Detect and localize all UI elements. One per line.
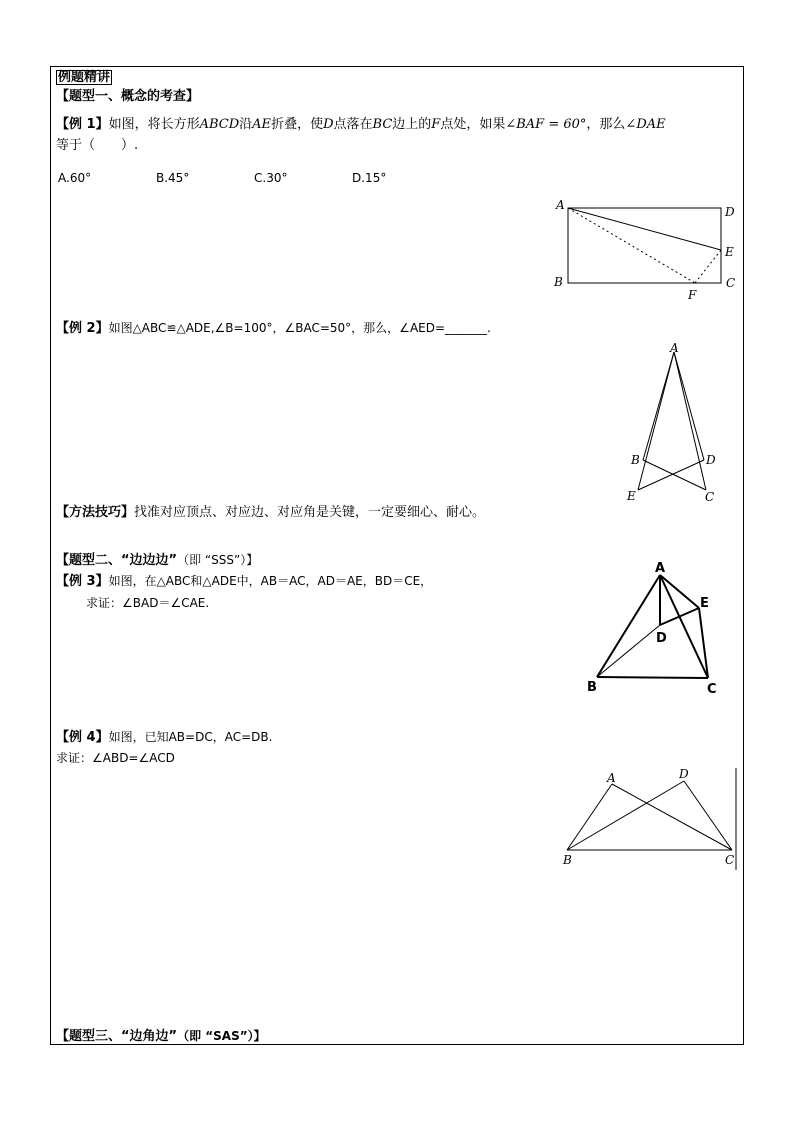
ex2-label-e: E [627, 489, 636, 503]
type2-heading [56, 554, 258, 567]
ex3-line [56, 575, 432, 588]
type3-heading-a: 【题型三、“边角边” [56, 1029, 178, 1044]
ex4-label-d: D [679, 767, 689, 781]
ex3-label-b: B [587, 680, 597, 695]
ex1-text-a: 如图，将长方形 [108, 117, 200, 132]
ex4-label-b: B [563, 853, 572, 867]
ex1-point-f: F [431, 117, 441, 132]
ex1-text-e: 边上的 [392, 117, 432, 132]
ex1-rectangle [568, 208, 721, 283]
ex1-dotted-af [568, 208, 695, 283]
ex3-label-a: A [655, 561, 666, 576]
ex3-seg-bd [597, 625, 660, 677]
ex4-label: 【例 4】 [56, 730, 109, 745]
ex4-prove: 求证：∠ABD=∠ACD [56, 751, 175, 765]
ex2-side-de [638, 460, 704, 490]
ex1-angle-ask: ∠DAE [625, 117, 666, 132]
ex1-line2: 等于（ ）. [56, 138, 139, 153]
ex1-point-d: D [323, 117, 334, 132]
type2-heading-b: （即 “SSS”）】 [177, 553, 259, 567]
tip-line [56, 506, 485, 519]
ex2-side-ac [674, 352, 706, 490]
ex4-label-c: C [725, 853, 735, 867]
ex2-text: 如图△ABC≌△ADE,∠B=100°，∠BAC=50°，那么，∠AED=_______. [108, 321, 491, 335]
ex1-option-c: C.30° [254, 171, 288, 185]
ex3-prove: 求证：∠BAD＝∠CAE. [86, 596, 210, 610]
ex1-label: 【例 1】 [56, 117, 109, 132]
ex1-label-b: B [554, 275, 563, 289]
ex3-label: 【例 3】 [56, 574, 109, 589]
ex1-option-b: B.45° [156, 171, 190, 185]
ex1-label-f: F [688, 288, 697, 302]
ex3-side-ae [660, 575, 699, 608]
ex3-label-e: E [700, 596, 709, 611]
ex2-label-b: B [631, 453, 640, 467]
type3-heading-b: （即 “SAS”）】 [177, 1029, 266, 1043]
ex1-dotted-fe [695, 250, 721, 283]
ex4-side-ac [612, 784, 732, 850]
ex1-label-c: C [726, 276, 736, 290]
ex1-fold-ae [568, 208, 721, 250]
ex1-option-d: D.15° [352, 171, 387, 185]
ex3-text: 如图，在△ABC和△ADE中，AB＝AC，AD＝AE，BD＝CE， [108, 574, 433, 588]
ex1-text-f: 点处，如果 [440, 117, 506, 132]
ex1-text-d: 点落在 [333, 117, 373, 132]
ex1-label-a: A [556, 198, 565, 212]
ex3-side-ab [597, 575, 660, 677]
ex1-option-a: A.60° [58, 171, 92, 185]
ex4-text: 如图，已知AB=DC，AC=DB. [108, 730, 273, 744]
ex4-side-dc [684, 781, 732, 850]
ex3-side-bc [597, 677, 708, 678]
ex4-label-a: A [607, 771, 616, 785]
ex1-text-b: 沿 [239, 117, 253, 132]
ex1-angle-given: ∠BAF = 60° [505, 117, 587, 132]
ex3-label-d: D [656, 631, 667, 646]
ex2-label: 【例 2】 [56, 321, 109, 336]
ex4-side-ba [567, 784, 612, 850]
ex2-label-d: D [706, 453, 716, 467]
type2-heading-a: 【题型二、“边边边” [56, 553, 178, 568]
type3-heading [56, 1030, 266, 1043]
tip-label: 【方法技巧】 [56, 505, 135, 520]
type1-heading: 【题型一、概念的考查】 [56, 89, 200, 104]
ex3-label-c: C [707, 682, 717, 697]
ex1-side: BC [372, 117, 393, 132]
ex1-label-d: D [725, 205, 735, 219]
ex1-text-g: ，那么 [586, 117, 626, 132]
ex2-side-ae [638, 352, 674, 490]
ex1-label-e: E [725, 245, 734, 259]
ex2-side-bc [643, 460, 706, 490]
ex1-fold-line: AE [252, 117, 272, 132]
ex2-label-a: A [670, 341, 679, 355]
ex2-label-c: C [705, 490, 715, 504]
ex2-line [56, 322, 491, 335]
ex3-side-de [660, 608, 699, 625]
tip-text: 找准对应顶点、对应边、对应角是关键，一定要细心、耐心。 [134, 505, 486, 520]
section-title: 例题精讲 [58, 70, 111, 85]
ex1-rect-name: ABCD [199, 117, 240, 132]
ex1-text-c: 折叠，使 [271, 117, 324, 132]
ex4-line [56, 731, 272, 744]
ex2-side-ad [674, 352, 704, 460]
